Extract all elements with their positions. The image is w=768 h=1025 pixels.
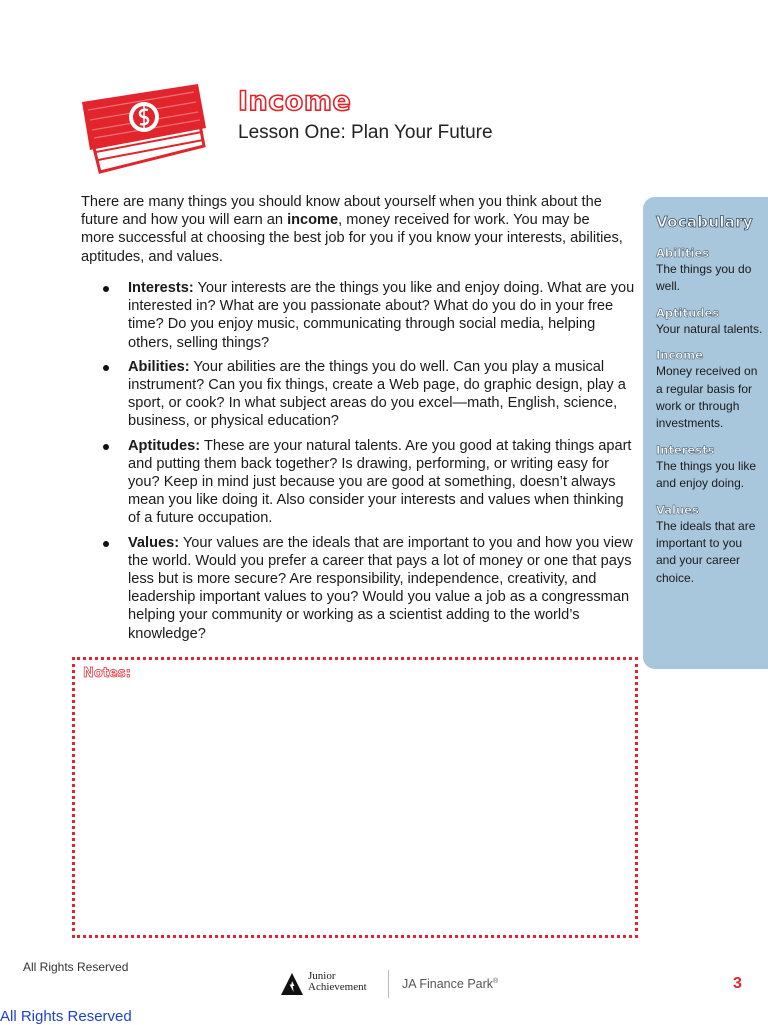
vocab-term: Interests (656, 442, 715, 457)
vocabulary-panel (643, 197, 768, 669)
all-rights-reserved-link[interactable]: All Rights Reserved (0, 1008, 132, 1025)
notes-label: Notes: (83, 666, 131, 681)
list-item-label: Interests: (128, 280, 194, 296)
junior-achievement-logo-icon (280, 972, 304, 996)
bullet-icon (103, 444, 109, 450)
vocabulary-list (656, 245, 764, 596)
vocab-definition: The ideals that are important to you and your career choice. (656, 518, 756, 585)
bullet-icon (103, 286, 109, 292)
organization-name (308, 971, 367, 993)
intro-term: income (287, 212, 339, 229)
vocab-item-abilities (656, 245, 764, 296)
intro-text-after: , money received for work. You may be more successful at choosing the best job for you if you know your interests, abilities, aptitudes, and values. (81, 212, 623, 265)
vocab-item-aptitudes (656, 305, 764, 338)
vocab-definition: Money received on a regular basis for work or through investments. (656, 364, 758, 431)
vocab-item-values (656, 502, 764, 588)
money-bill-icon (78, 80, 212, 184)
list-item-label: Abilities: (128, 358, 190, 375)
page-number: 3 (733, 975, 742, 992)
list-item-label: Values: (128, 534, 180, 551)
vocabulary-title: Vocabulary (656, 213, 753, 231)
vocab-term: Income (656, 348, 703, 363)
footer-rights-text: All Rights Reserved (23, 960, 129, 974)
list-item-aptitudes (81, 437, 636, 528)
vocab-term: Aptitudes (656, 305, 720, 320)
bullet-icon (103, 541, 109, 547)
notes-box[interactable] (72, 657, 638, 938)
concept-list (81, 279, 636, 649)
vocab-item-interests (656, 442, 764, 493)
vocab-definition: The things you like and enjoy doing. (656, 458, 757, 491)
vocab-item-income (656, 347, 764, 433)
intro-paragraph (81, 193, 626, 266)
bullet-icon (103, 365, 109, 371)
vocab-term: Abilities (656, 246, 710, 260)
footer-divider (388, 970, 389, 998)
organization-name-line2: Achievement (308, 981, 367, 993)
trademark-symbol: ® (493, 977, 499, 985)
list-item-text: Your interests are the things you like and enjoy doing. What are you interested in? What are you passionate about? What do you do in your free time? Do you enjoy music, communicating through social media, helping others, selling things? (128, 280, 635, 351)
program-name (402, 977, 498, 991)
vocab-term: Values (656, 502, 699, 517)
list-item-text: Your values are the ideals that are important to you and how you view the world. Would you prefer a career that pays a lot of money or one that pays less but is more secure? Are responsibility, independence, creativity, and leadership important values to you? Would you value a job as a congressman helping your community or working as a scientist adding to the world’s knowledge? (128, 534, 633, 642)
page-title: Income (238, 86, 352, 117)
intro-text-before: There are many things you should know about yourself when you think about the future and how you will earn an (81, 194, 602, 229)
program-name-text: JA Finance Park (402, 977, 494, 991)
list-item-text: Your abilities are the things you do well. Can you play a musical instrument? Can you fix things, create a Web page, do graphic design, play a sport, or cook? In what subject areas do you excel—math, English, science, business, or physical education? (128, 358, 626, 430)
list-item-abilities (81, 358, 636, 431)
vocab-definition: The things you do well. (656, 262, 752, 294)
page-subtitle: Lesson One: Plan Your Future (238, 122, 493, 143)
list-item-label: Aptitudes: (128, 437, 201, 454)
list-item-values (81, 534, 636, 643)
vocab-definition: Your natural talents. (656, 321, 763, 336)
list-item-text: These are your natural talents. Are you good at taking things apart and putting them back together? Is drawing, performing, or writing easy for you? Keep in mind just because you are good at something, doesn’t always mean you like doing it. Also consider your interests and values when thinking of a future occupation. (128, 437, 632, 527)
list-item-interests (81, 279, 636, 352)
organization-name-line1: Junior (308, 970, 336, 982)
